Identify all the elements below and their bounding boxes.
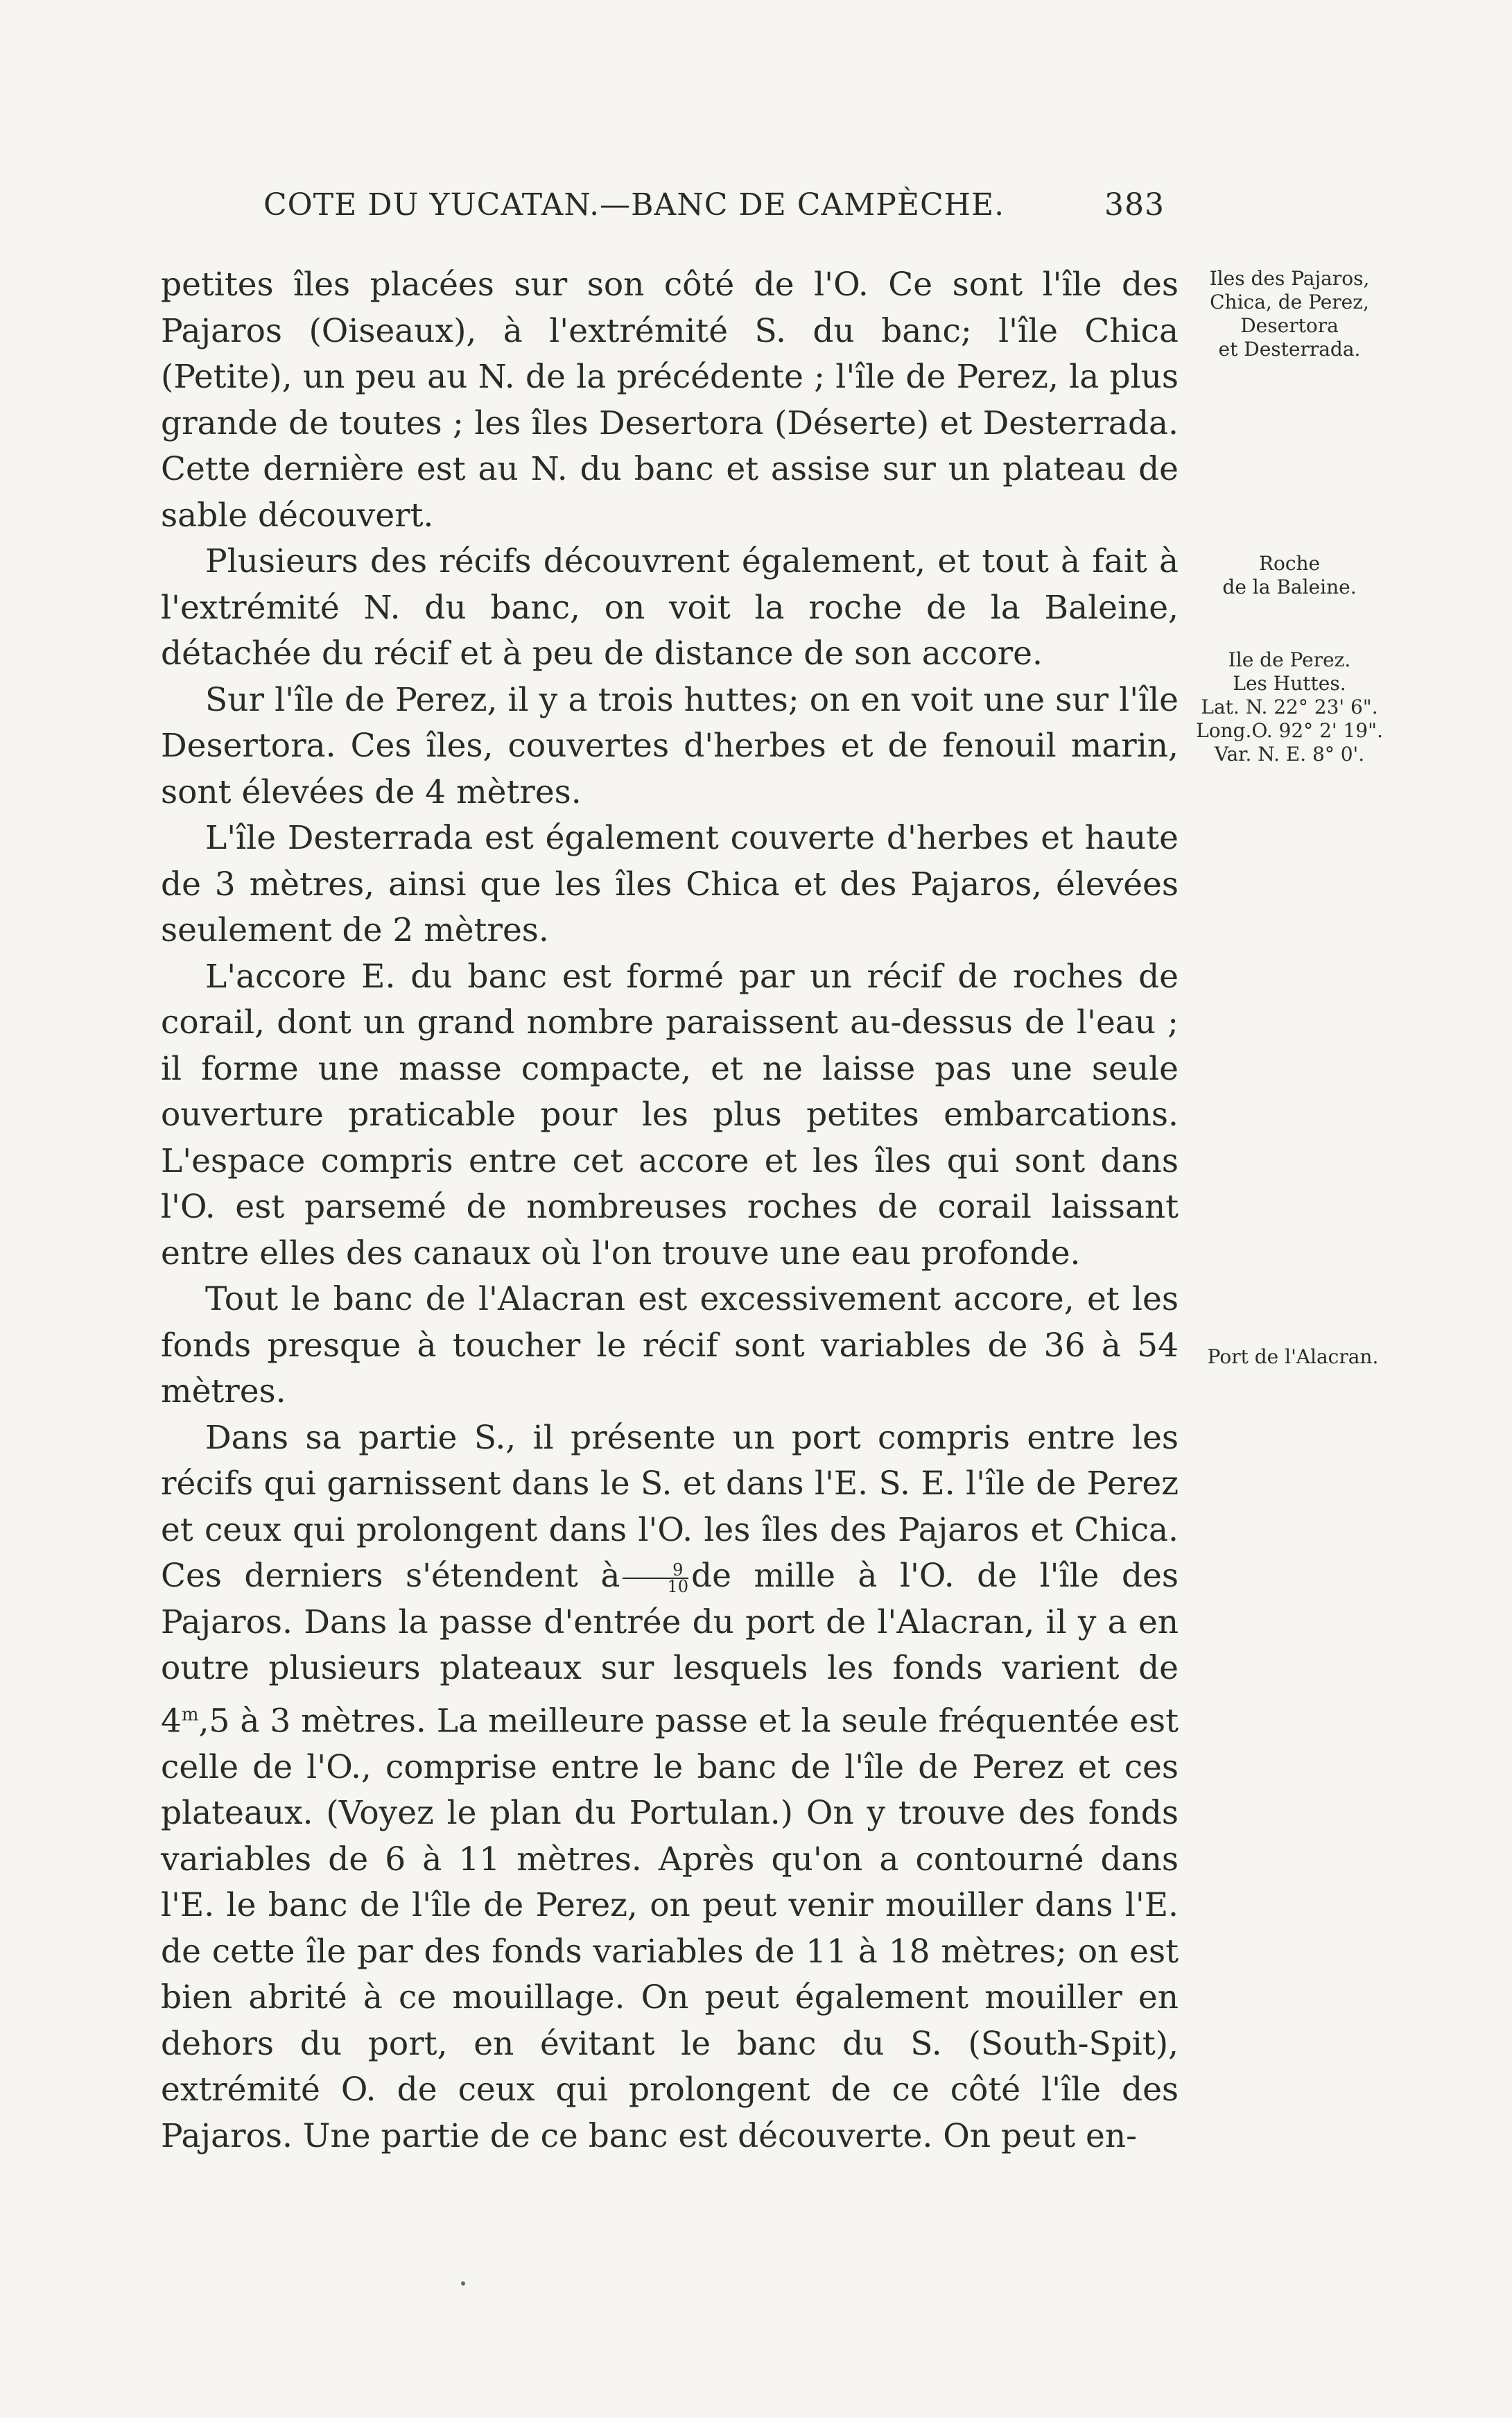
margin-note-line: et Desterrada. — [1218, 338, 1361, 361]
margin-note-line: Port de l'Alacran. — [1207, 1345, 1379, 1368]
running-header — [263, 187, 1165, 223]
paragraph: Plusieurs des récifs découvrent également, et tout à fait à l'extrémité N. du banc, on voit la roche de la Baleine, détachée du récif et à peu de distance de son accore. — [161, 542, 1179, 673]
text-run: Dans sa partie S., il présente un port compris entre les récifs qui garnissent dans le S. et dans l'E. S. E. l'île de Perez et ceux qui prolongent dans l'O. les îles des Pajaros et Chica. Ces derniers s'étendent à — [161, 1418, 1179, 1595]
margin-note-line: Lat. N. 22° 23' 6". — [1201, 696, 1378, 718]
text-run: ,5 à 3 mètres. La meilleure passe et la seule fréquentée est celle de l'O., comprise entre le banc de l'île de Perez et ces plateaux. (Voyez le plan du Portulan.) On y trouve des fonds variables de 6 à 11 mètres. Après qu'on a contourné dans l'E. le banc de l'île de Perez, on peut venir mouiller dans l'E. de cette île par des fonds variables de 11 à 18 mètres; on est bien abrité à ce mouillage. On peut également mouiller en dehors du port, en évitant le banc du S. (South-Spit), extrémité O. de ceux qui prolongent de ce côté l'île des Pajaros. Une partie de ce banc est découverte. On peut en- — [161, 1702, 1179, 2155]
margin-note-line: Iles des Pajaros, — [1209, 267, 1370, 290]
margin-note-line: Les Huttes. — [1233, 672, 1346, 695]
margin-note-roche — [1199, 552, 1380, 599]
superscript: m — [181, 1704, 199, 1725]
margin-note-line: Long.O. 92° 2' 19". — [1196, 719, 1383, 742]
body-text — [161, 262, 1179, 2159]
fraction — [623, 1562, 688, 1594]
paragraph: petites îles placées sur son côté de l'O. Ce sont l'île des Pajaros (Oiseaux), à l'extrémité S. du banc; l'île Chica (Petite), un peu au N. de la précédente ; l'île de Perez, la plus grande de toutes ; les îles Desertora (Déserte) et Desterrada. Cette dernière est au N. du banc et assise sur un plateau de sable découvert. — [161, 266, 1179, 535]
margin-note-line: Roche — [1258, 552, 1321, 575]
margin-note-line: Desertora — [1240, 314, 1339, 337]
margin-note-line: Var. N. E. 8° 0'. — [1214, 743, 1365, 766]
text-run: de mille à l'O. de l'île des Pajaros. Dans la passe d'entrée du port de l'Alacran, il y a en outre plusieurs plateaux sur lesquels les fonds varient de 4 — [161, 1557, 1179, 1741]
page-number: 383 — [1104, 187, 1165, 223]
margin-note-perez — [1189, 648, 1390, 766]
ink-speck — [461, 2281, 465, 2286]
margin-note-line: de la Baleine. — [1222, 576, 1357, 598]
margin-note-islands — [1189, 267, 1390, 361]
paragraph-port — [161, 1415, 1179, 2160]
paragraph: L'île Desterrada est également couverte d'herbes et haute de 3 mètres, ainsi que les îles Chica et des Pajaros, élevées seulement de 2 mètres. — [161, 819, 1179, 949]
paragraph: Sur l'île de Perez, il y a trois huttes; on en voit une sur l'île Desertora. Ces îles, couvertes d'herbes et de fenouil marin, sont élevées de 4 mètres. — [161, 680, 1179, 811]
paragraph: L'accore E. du banc est formé par un récif de roches de corail, dont un grand nombre paraissent au-dessus de l'eau ; il forme une masse compacte, et ne laisse pas une seule ouverture praticable pour les plus petites embarcations. L'espace compris entre cet accore et les îles qui sont dans l'O. est parsemé de nombreuses roches de corail laissant entre elles des canaux où l'on trouve une eau profonde. — [161, 957, 1179, 1272]
fraction-denominator: 10 — [667, 1577, 688, 1596]
margin-note-port — [1189, 1345, 1397, 1369]
paragraph: Tout le banc de l'Alacran est excessivement accore, et les fonds presque à toucher le récif sont variables de 36 à 54 mètres. — [161, 1280, 1179, 1410]
running-title: COTE DU YUCATAN.—BANC DE CAMPÈCHE. — [263, 187, 1005, 223]
margin-note-line: Chica, de Perez, — [1210, 291, 1369, 313]
fraction-numerator: 9 — [623, 1562, 688, 1579]
margin-note-line: Ile de Perez. — [1228, 648, 1351, 671]
